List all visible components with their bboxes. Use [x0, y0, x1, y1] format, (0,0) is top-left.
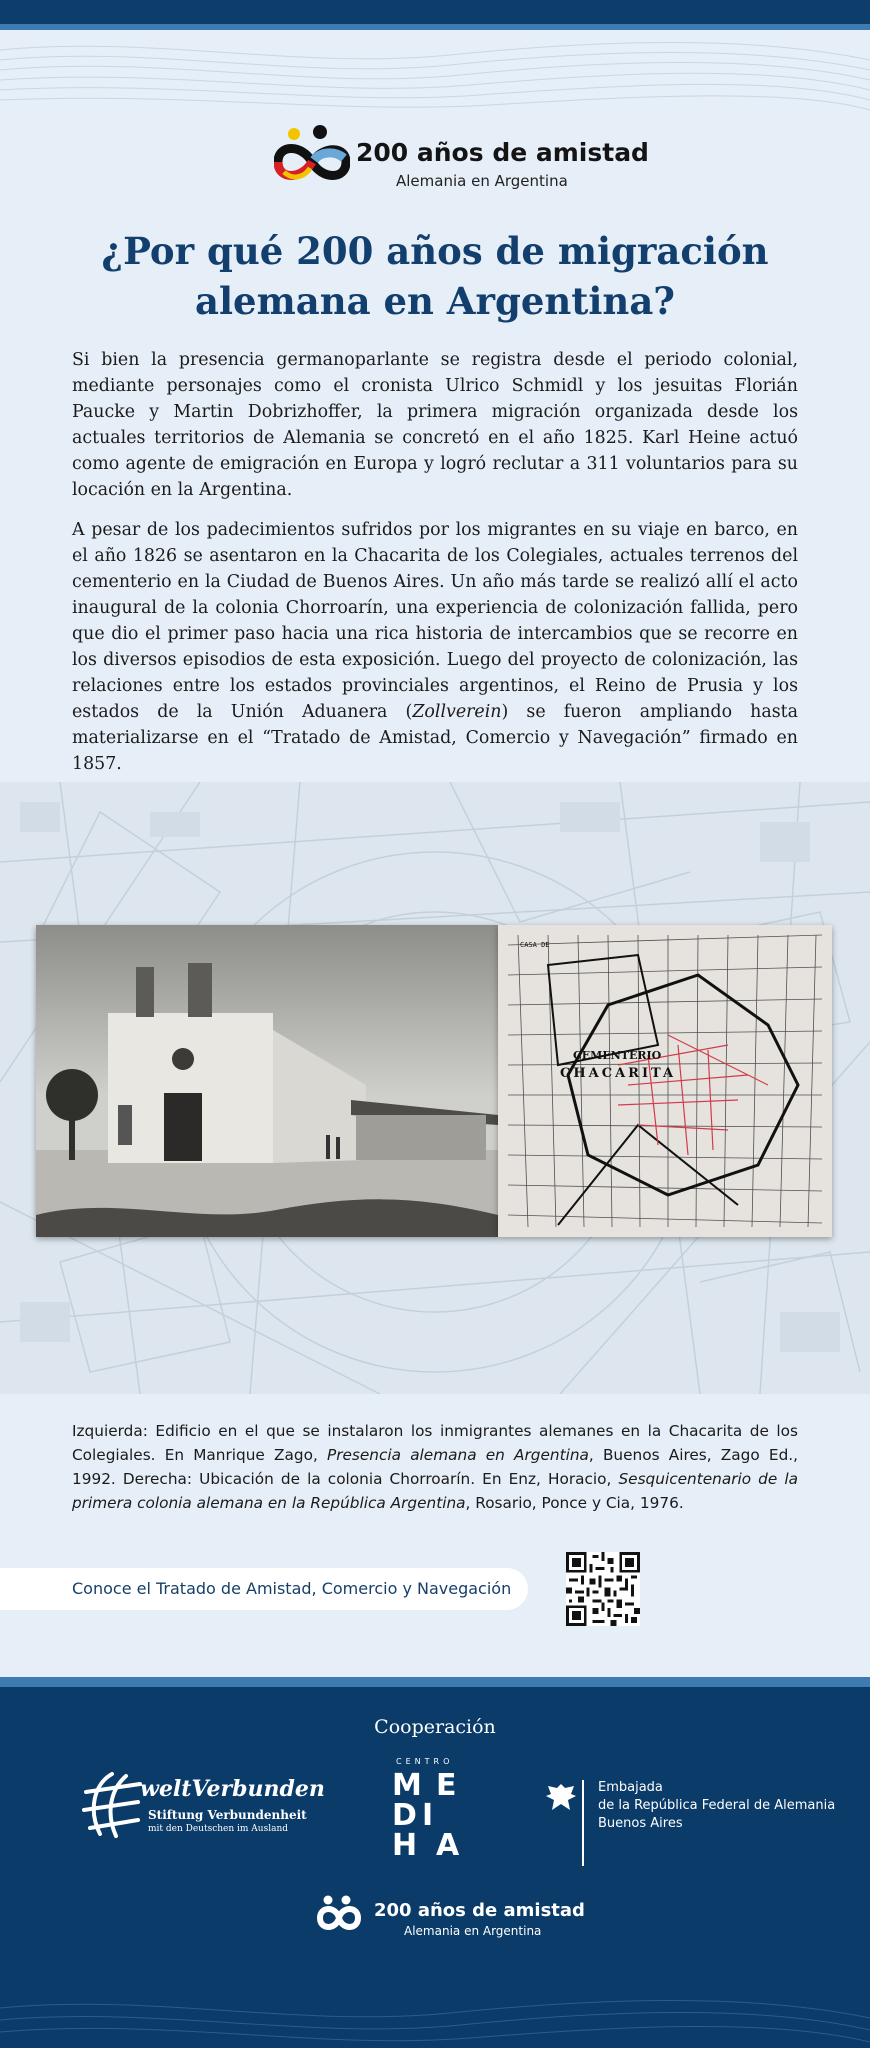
logo-title: 200 años de amistad [356, 138, 649, 167]
paragraph-1: Si bien la presencia germanoparlante se registra desde el periodo colonial, mediante personajes como el cronista Ulrico Schmidl y los jesuitas Florián Paucke y Martin Dobrizhoffer, la primera migración organizada desde los actuales territorios de Alemania se concretó en el año 1825. Karl Heine actuó como agente de emigración en Europa y logró reclutar a 311 voluntarios para su locación en la Argentina. [72, 350, 798, 500]
centro-label: CENTRO [396, 1757, 454, 1766]
dimha-letter-3: D [392, 1798, 417, 1833]
embassy-logo [544, 1776, 844, 1866]
caption-text-1: Izquierda: Edificio en el que se instalaron los inmigrantes alemanes en la Chacarita de los Colegiales. En Manrique Zago, [72, 1422, 798, 1464]
caption-italic-2: Sesquicentenario de la primera colonia alemana en la República Argentina [72, 1470, 798, 1512]
cooperation-heading: Cooperación [374, 1716, 496, 1738]
colony-map-image [498, 925, 832, 1237]
image-caption [72, 1419, 798, 1515]
dimha-letter-4: I [422, 1798, 434, 1833]
caption-text-2: , Buenos Aires, Zago Ed., 1992. Derecha: Ubicación de la colonia Chorroarín. En Enz, Horacio, [72, 1446, 799, 1488]
infinity-people-icon-white [316, 1894, 362, 1934]
embassy-divider [582, 1780, 584, 1866]
paragraph-2-italic: Zollverein [412, 702, 502, 722]
dimha-letter-5: H [392, 1828, 418, 1863]
weltverbunden-logo [82, 1770, 325, 1842]
map-label-cementerio: CEMENTERIO [573, 1049, 662, 1062]
qr-code[interactable] [566, 1552, 640, 1626]
footer-stripe [0, 1677, 870, 1687]
embassy-line-2: de la República Federal de Alemania [598, 1798, 836, 1813]
globe-grid-icon [82, 1770, 144, 1840]
decorative-waves-top [0, 30, 870, 120]
page-title [60, 226, 810, 326]
treaty-link-label[interactable]: Conoce el Tratado de Amistad, Comercio y Navegación [72, 1579, 512, 1598]
weltverbunden-line-2: mit den Deutschen im Ausland [148, 1824, 289, 1834]
header-logo [274, 124, 649, 194]
map-label-top: CASA DE [520, 941, 550, 949]
caption-italic-1: Presencia alemana en Argentina [326, 1446, 589, 1464]
dimha-letter-2: E [436, 1768, 457, 1803]
map-label-chacarita: CHACARITA [560, 1066, 677, 1081]
dimha-letter-1: M [392, 1768, 422, 1803]
top-bar [0, 0, 870, 24]
footer-logo-subtitle: Alemania en Argentina [404, 1924, 542, 1938]
weltverbunden-line-1: Stiftung Verbundenheit [148, 1808, 307, 1822]
decorative-waves-bottom [0, 1988, 870, 2048]
weltverbunden-name: weltVerbunden [140, 1776, 325, 1802]
treaty-link-banner[interactable] [0, 1568, 528, 1610]
logo-subtitle: Alemania en Argentina [396, 172, 568, 190]
embassy-line-1: Embajada [598, 1780, 663, 1795]
footer-logo-title: 200 años de amistad [374, 1900, 585, 1921]
footer-logo [316, 1894, 585, 1944]
title-line-1: ¿Por qué 200 años de migración [101, 229, 769, 273]
dimha-letter-6: A [436, 1828, 460, 1863]
embassy-line-3: Buenos Aires [598, 1816, 683, 1831]
paragraph-2-text-b: ) se fueron ampliando hasta materializarse en el “Tratado de Amistad, Comercio y Navegación” firmado en 1857. [72, 702, 798, 774]
title-line-2: alemana en Argentina? [195, 279, 675, 323]
infinity-people-icon [274, 124, 350, 190]
dimha-logo [392, 1757, 482, 1861]
eagle-icon [544, 1780, 578, 1814]
historic-building-photo [36, 925, 498, 1237]
paragraph-2 [72, 517, 798, 777]
paragraph-2-text-a: A pesar de los padecimientos sufridos por los migrantes en su viaje en barco, en el año 1826 se asentaron en la Chacarita de los Colegiales, actuales terrenos del cementerio en la Ciudad de Buenos Aires. Un año más tarde se realizó allí el acto inaugural de la colonia Chorroarín, una experiencia de colonización fallida, pero que dio el primer paso hacia una rica historia de intercambios que se recorre en los diversos episodios de esta exposición. Luego del proyecto de colonización, las relaciones entre los estados provinciales argentinos, el Reino de Prusia y los estados de la Unión Aduanera ( [72, 520, 798, 722]
caption-text-3: , Rosario, Ponce y Cia, 1976. [465, 1494, 684, 1512]
